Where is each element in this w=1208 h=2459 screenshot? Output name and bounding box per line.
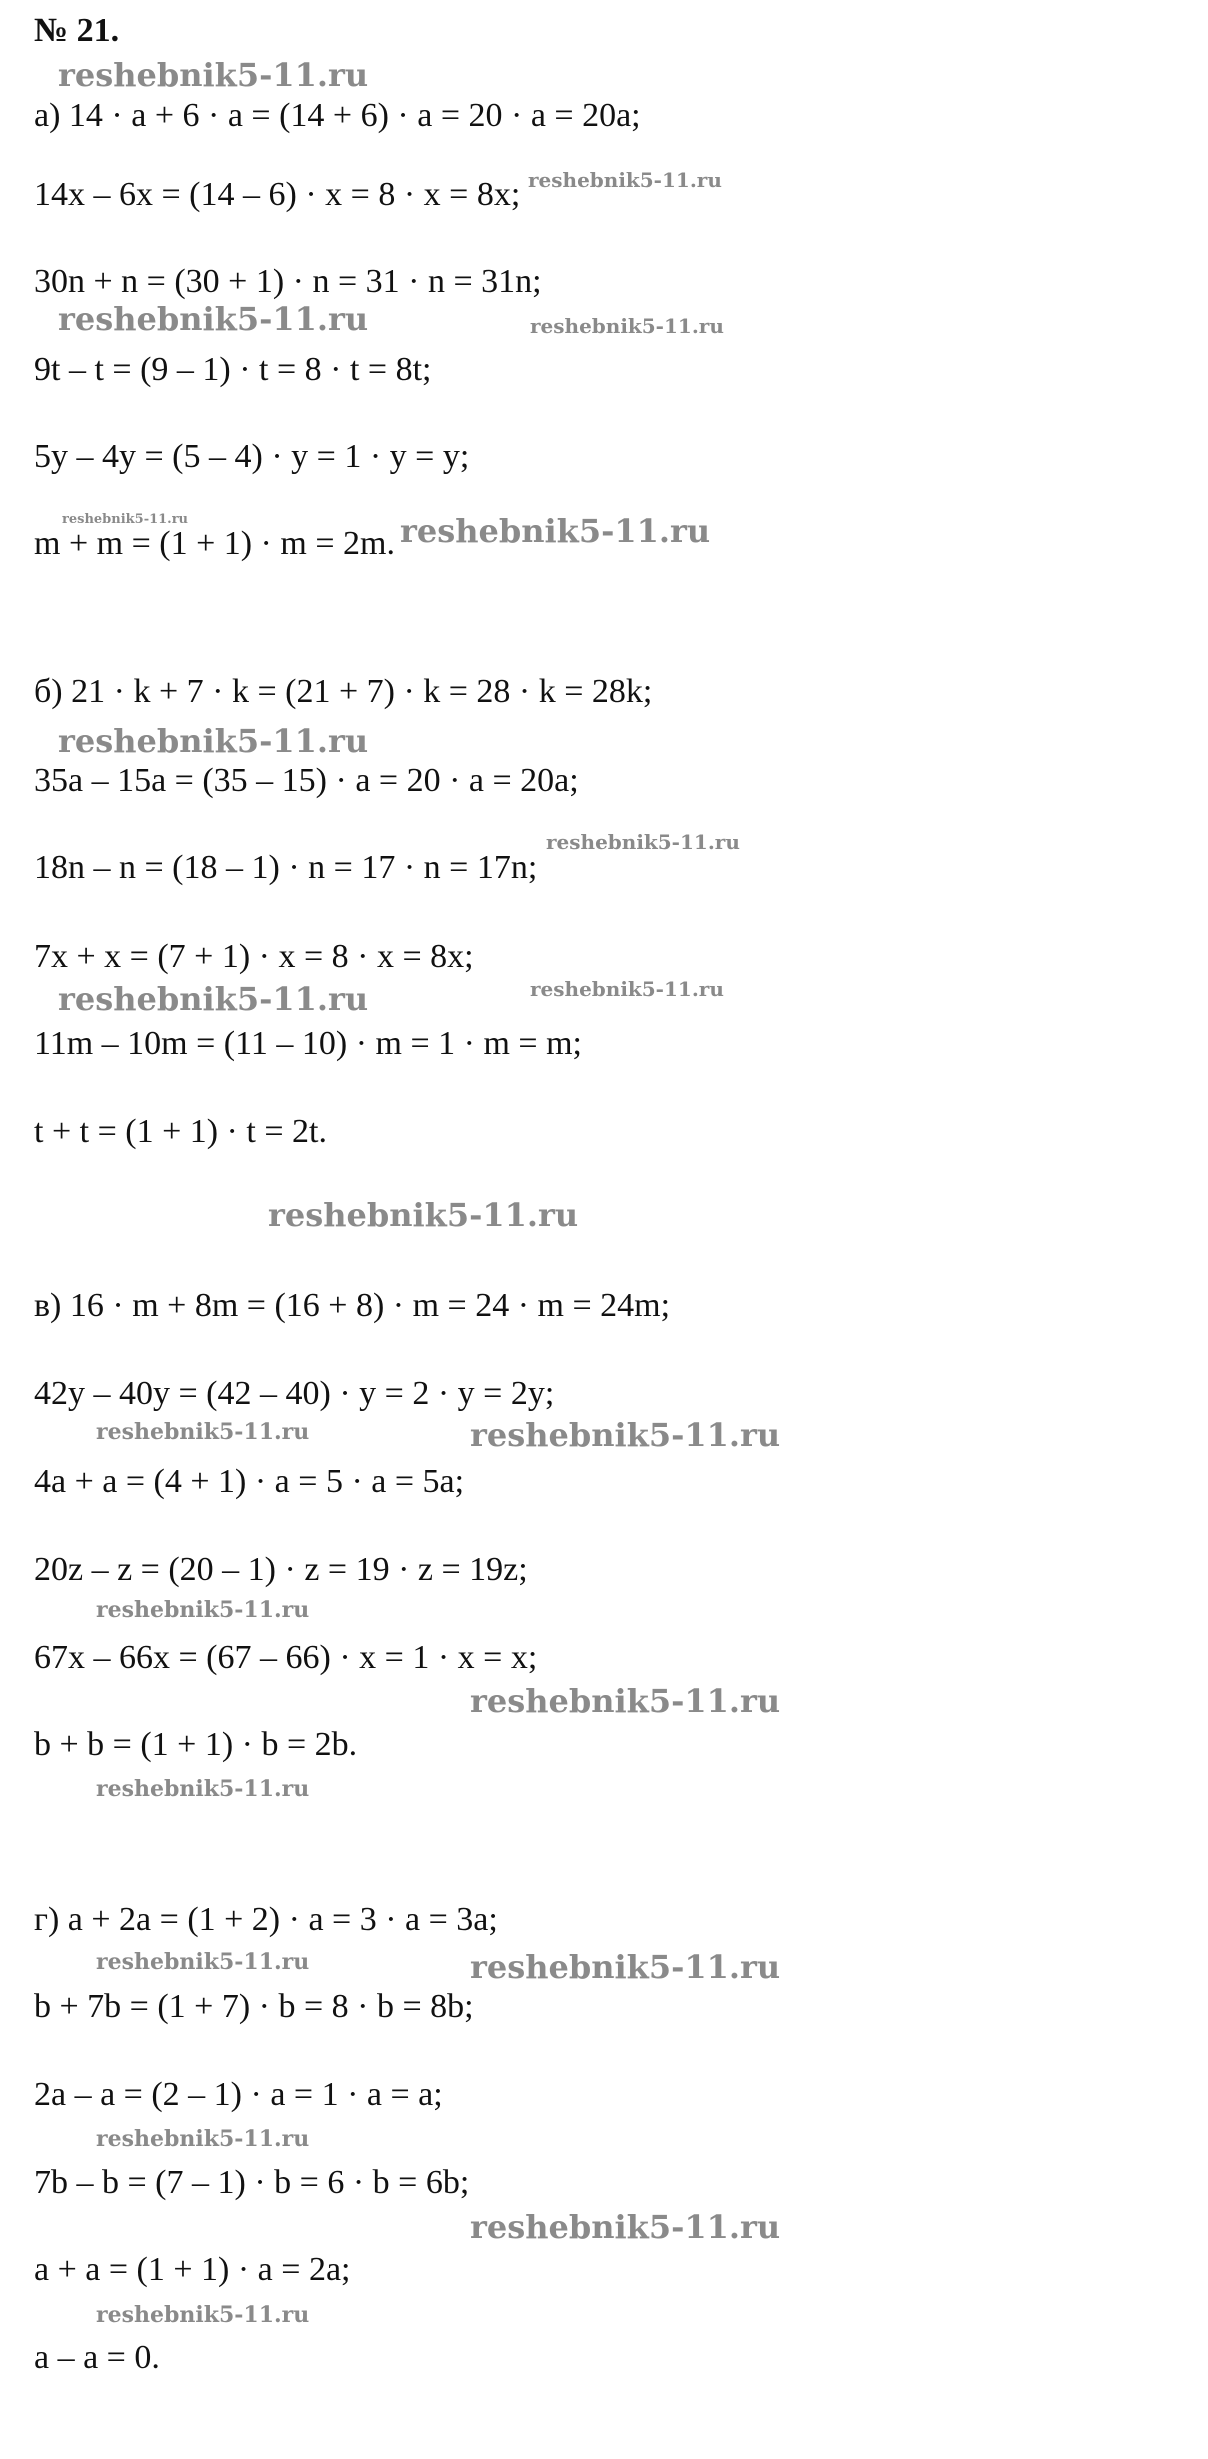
solution-line: 30n + n = (30 + 1) · n = 31 · n = 31n;: [34, 263, 542, 300]
solution-line: г) a + 2a = (1 + 2) · a = 3 · a = 3a;: [34, 1901, 498, 1938]
solution-line: б) 21 · k + 7 · k = (21 + 7) · k = 28 · k = 28k;: [34, 673, 653, 710]
section-label: б): [34, 673, 63, 710]
solution-line: 18n – n = (18 – 1) · n = 17 · n = 17n;: [34, 849, 538, 886]
solution-line: 9t – t = (9 – 1) · t = 8 · t = 8t;: [34, 351, 432, 388]
solution-line: 7x + x = (7 + 1) · x = 8 · x = 8x;: [34, 938, 474, 975]
solution-line: в) 16 · m + 8m = (16 + 8) · m = 24 · m = 24m;: [34, 1287, 671, 1324]
watermark: reshebnik5-11.ru: [96, 1597, 310, 1623]
solution-line: 4a + a = (4 + 1) · a = 5 · a = 5a;: [34, 1463, 465, 1500]
watermark: reshebnik5-11.ru: [528, 168, 722, 192]
solution-line: a – a = 0.: [34, 2339, 160, 2376]
watermark: reshebnik5-11.ru: [58, 722, 369, 760]
watermark: reshebnik5-11.ru: [58, 980, 369, 1018]
watermark: reshebnik5-11.ru: [96, 1419, 310, 1445]
watermark: reshebnik5-11.ru: [530, 314, 724, 338]
watermark: reshebnik5-11.ru: [400, 512, 711, 550]
watermark: reshebnik5-11.ru: [58, 56, 369, 94]
solution-line: а) 14 · a + 6 · a = (14 + 6) · a = 20 · a = 20a;: [34, 97, 641, 134]
section-label: г): [34, 1901, 60, 1938]
solution-line: 5y – 4y = (5 – 4) · y = 1 · y = y;: [34, 438, 470, 475]
section-label: в): [34, 1287, 62, 1324]
solution-line: 20z – z = (20 – 1) · z = 19 · z = 19z;: [34, 1551, 528, 1588]
watermark: reshebnik5-11.ru: [470, 1682, 781, 1720]
watermark: reshebnik5-11.ru: [470, 2208, 781, 2246]
solution-line: m + m = (1 + 1) · m = 2m.: [34, 525, 395, 562]
watermark: reshebnik5-11.ru: [58, 300, 369, 338]
watermark: reshebnik5-11.ru: [96, 1949, 310, 1975]
solution-line: t + t = (1 + 1) · t = 2t.: [34, 1113, 327, 1150]
solution-line: a + a = (1 + 1) · a = 2a;: [34, 2251, 351, 2288]
solution-line: 35a – 15a = (35 – 15) · a = 20 · a = 20a;: [34, 762, 579, 799]
watermark: reshebnik5-11.ru: [96, 1776, 310, 1802]
watermark: reshebnik5-11.ru: [530, 977, 724, 1001]
watermark: reshebnik5-11.ru: [62, 512, 189, 527]
solution-line: b + b = (1 + 1) · b = 2b.: [34, 1726, 358, 1763]
exercise-number: № 21.: [34, 12, 120, 49]
solution-line: 14x – 6x = (14 – 6) · x = 8 · x = 8x;: [34, 176, 521, 213]
watermark: reshebnik5-11.ru: [96, 2302, 310, 2328]
section-label: а): [34, 97, 61, 134]
watermark: reshebnik5-11.ru: [470, 1948, 781, 1986]
solution-line: b + 7b = (1 + 7) · b = 8 · b = 8b;: [34, 1988, 474, 2025]
solution-line: 42y – 40y = (42 – 40) · y = 2 · y = 2y;: [34, 1375, 555, 1412]
watermark: reshebnik5-11.ru: [546, 830, 740, 854]
watermark: reshebnik5-11.ru: [96, 2126, 310, 2152]
solution-line: 7b – b = (7 – 1) · b = 6 · b = 6b;: [34, 2164, 470, 2201]
solution-line: 11m – 10m = (11 – 10) · m = 1 · m = m;: [34, 1025, 582, 1062]
solution-line: 2a – a = (2 – 1) · a = 1 · a = a;: [34, 2076, 443, 2113]
watermark: reshebnik5-11.ru: [268, 1196, 579, 1234]
solution-line: 67x – 66x = (67 – 66) · x = 1 · x = x;: [34, 1639, 538, 1676]
watermark: reshebnik5-11.ru: [470, 1416, 781, 1454]
